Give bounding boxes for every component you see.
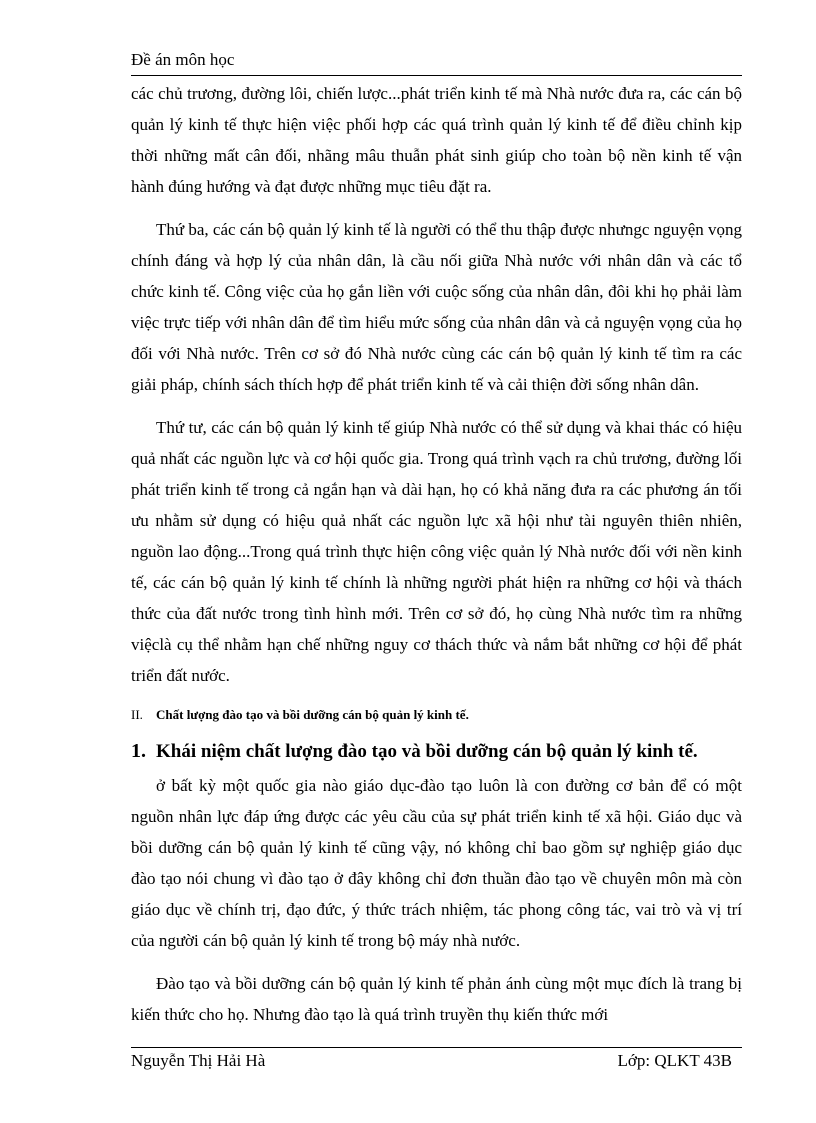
- header-rule: [131, 75, 742, 76]
- section-number: II.: [131, 707, 143, 722]
- section-title: Chất lượng đào tạo và bồi dưỡng cán bộ quản lý kinh tế.: [156, 707, 469, 722]
- footer-rule: [131, 1047, 742, 1048]
- subsection-title: Khái niệm chất lượng đào tạo và bồi dưỡng cán bộ quản lý kinh tế.: [156, 741, 698, 762]
- paragraph-1: các chủ trương, đường lôi, chiến lược...phát triển kinh tế mà Nhà nước đưa ra, các cán bộ quản lý kinh tế thực hiện việc phối hợp các quá trình quản lý kinh tế để điều chỉnh kịp thời những mất cân đối, nhãng mâu thuẫn phát sinh giúp cho toàn bộ nền kinh tế vận hành đúng hướng và đạt được những mục tiêu đặt ra.: [131, 84, 742, 196]
- page-header: [131, 50, 742, 73]
- paragraph-4: ở bất kỳ một quốc gia nào giáo dục-đào tạo luôn là con đường cơ bản để có một nguồn nhân lực đáp ứng được các yêu cầu của sự phát triển kinh tế xã hội. Giáo dục và bồi dưỡng cán bộ quản lý kinh tế cũng vậy, nó không chỉ bao gồm sự nghiệp giáo dục đào tạo nói chung vì đào tạo ở đây không chỉ đơn thuần đào tạo về chuyên môn mà còn giáo dục về chính trị, đạo đức, ý thức trách nhiệm, tác phong công tác, vai trò và vị trí của người cán bộ quản lý kinh tế trong bộ máy nhà nước.: [131, 776, 742, 950]
- paragraph-3: Thứ tư, các cán bộ quản lý kinh tế giúp Nhà nước có thể sử dụng và khai thác có hiệu quả nhất các nguồn lực và cơ hội quốc gia. Trong quá trình vạch ra chủ trương, đường lối phát triển kinh tế trong cả ngắn hạn và dài hạn, họ có khả năng đưa ra các phương án tối ưu nhằm sử dụng có hiệu quả nhất các nguồn lực xã hội như tài nguyên thiên nhiên, nguồn lao động...Trong quá trình thực hiện công việc quản lý Nhà nước đối với nền kinh tế, các cán bộ quản lý kinh tế chính là những người phát hiện ra những cơ hội và thách thức của đất nước trong tình hình mới. Trên cơ sở đó, họ cùng Nhà nước tìm ra những việclà cụ thể nhằm hạn chế những nguy cơ thách thức và nắm bắt những cơ hội để phát triển đất nước.: [131, 418, 742, 685]
- paragraph-2: Thứ ba, các cán bộ quản lý kinh tế là người có thể thu thập được nhưngc nguyện vọng chính đáng và hợp lý của nhân dân, là cầu nối giữa Nhà nước với nhân dân và các tổ chức kinh tế. Công việc của họ gắn liền với cuộc sống của nhân dân, đôi khi họ phải làm việc trực tiếp với nhân dân để tìm hiểu mức sống của nhân dân và cả nguyện vọng của họ đối với Nhà nước. Trên cơ sở đó Nhà nước cùng các cán bộ quản lý kinh tế tìm ra các giải pháp, chính sách thích hợp để phát triển kinh tế và cải thiện đời sống nhân dân.: [131, 220, 742, 394]
- header-title: Đề án môn học: [131, 50, 235, 69]
- footer-class: Lớp: QLKT 43B: [617, 1051, 732, 1070]
- subsection-heading-1: [131, 733, 742, 770]
- subsection-number: 1.: [131, 740, 146, 762]
- footer-author: Nguyễn Thị Hải Hà: [131, 1051, 266, 1070]
- section-heading-ii: [131, 705, 742, 725]
- paragraph-5: Đào tạo và bồi dưỡng cán bộ quản lý kinh tế phản ánh cùng một mục đích là trang bị kiến thức cho họ. Nhưng đào tạo là quá trình truyền thụ kiến thức mới: [131, 974, 742, 1024]
- document-body: [131, 78, 742, 1030]
